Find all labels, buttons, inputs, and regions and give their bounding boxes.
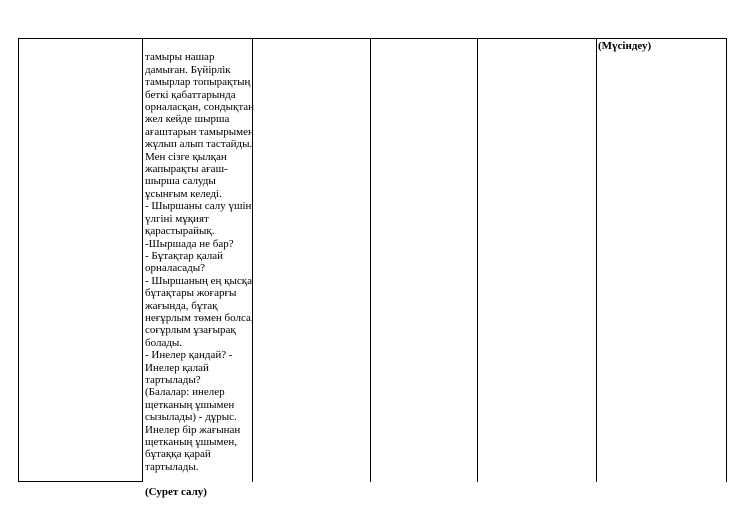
col1-left-border — [18, 38, 19, 482]
text-line: - Шыршаның ең қысқа — [145, 274, 253, 287]
text-line: (Балалар: инелер — [145, 386, 225, 399]
text-line: Мен сізге қылқан — [145, 150, 227, 163]
text-line: беткі қабаттарында — [145, 88, 236, 101]
col4-right-border — [477, 38, 478, 482]
text-line: тамырлар топырақтың — [145, 76, 251, 89]
text-line: - Шыршаны салу үшін — [145, 200, 252, 213]
lesson-text-lines — [145, 51, 255, 473]
modeling-note: (Мүсіндеу) — [598, 40, 652, 52]
text-line: сызылады) - дұрыс. — [145, 411, 237, 424]
lesson-text-col2 — [145, 39, 255, 510]
text-line: жұлып алып тастайды. — [145, 138, 253, 151]
text-line: жапырақты ағаш- — [145, 163, 228, 176]
text-line: щетканың ұшымен — [145, 398, 235, 411]
text-line: щетканың ұшымен, — [145, 436, 237, 448]
text-line: тамыры нашар — [145, 51, 215, 64]
text-line: үлгіні мұқият — [145, 212, 209, 225]
text-line: жағында, бұтақ — [145, 299, 218, 312]
text-line: соғұрлым ұзағырақ — [145, 324, 236, 337]
text-line: - Бұтақтар қалай — [145, 249, 224, 262]
text-line: орналасады? — [145, 262, 206, 275]
text-line: орналасқан, сондықтан — [145, 101, 255, 114]
text-line: бұтақтары жоғарғы — [145, 287, 237, 300]
text-line: ағаштарын тамырымен — [145, 125, 254, 138]
text-line: Инелер бір жағынан — [145, 423, 241, 436]
text-line: тартылады. — [145, 460, 199, 473]
text-line: ұсынғым келеді. — [145, 187, 222, 200]
col1-right-border — [142, 38, 143, 482]
text-line: - Инелер қандай? - — [145, 349, 233, 362]
text-line: Инелер қалай — [145, 361, 209, 374]
table-bottom-border-col1 — [18, 481, 143, 482]
text-line: неғұрлым төмен болса, — [145, 311, 254, 324]
text-line: бұтаққа қарай — [145, 448, 211, 461]
text-line: тартылады? — [145, 373, 201, 386]
col3-right-border — [370, 38, 371, 482]
table-top-border — [18, 38, 726, 39]
text-line: дамыған. Бүйірлік — [145, 63, 231, 76]
text-line: -Шыршада не бар? — [145, 237, 234, 250]
text-line: қарастырайық. — [145, 225, 215, 238]
text-line: болады. — [145, 336, 183, 349]
text-line: жел кейде шырша — [145, 113, 230, 126]
drawing-note: (Сурет салу) — [145, 485, 207, 498]
col5-right-border — [596, 38, 597, 482]
text-line: шырша салуды — [145, 175, 216, 188]
col6-right-border — [726, 38, 727, 482]
